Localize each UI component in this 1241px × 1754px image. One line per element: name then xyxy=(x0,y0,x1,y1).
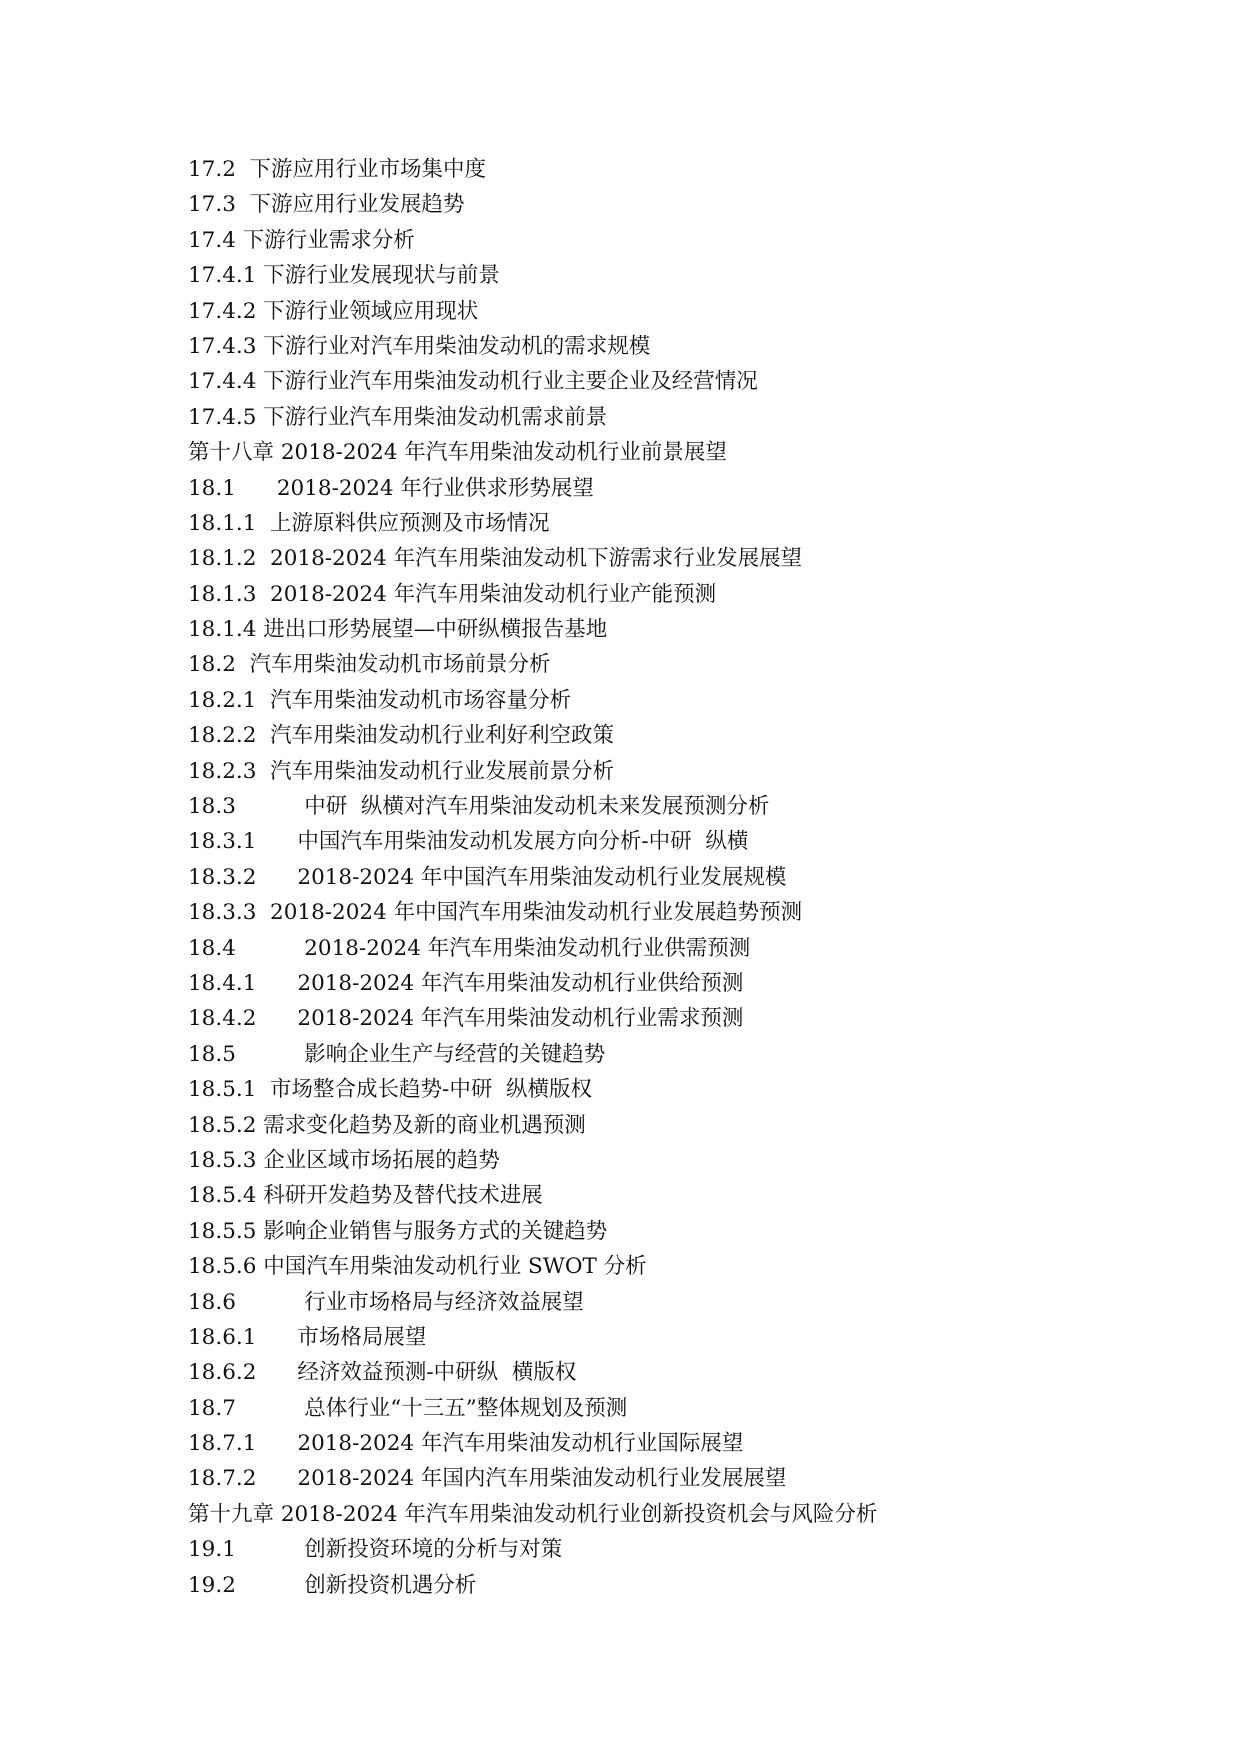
toc-line: 19.2 创新投资机遇分析 xyxy=(188,1572,477,1598)
toc-line: 19.1 创新投资环境的分析与对策 xyxy=(188,1537,563,1563)
toc-line: 18.5.1 市场整合成长趋势-中研 纵横版权 xyxy=(188,1077,592,1103)
toc-line: 18.5 影响企业生产与经营的关键趋势 xyxy=(188,1041,606,1067)
toc-line: 18.2.2 汽车用柴油发动机行业利好利空政策 xyxy=(188,723,615,749)
toc-line: 第十九章 2018-2024 年汽车用柴油发动机行业创新投资机会与风险分析 xyxy=(188,1501,878,1527)
toc-line: 18.6.2 经济效益预测-中研纵 横版权 xyxy=(188,1360,577,1386)
toc-line: 18.1.1 上游原料供应预测及市场情况 xyxy=(188,510,550,536)
toc-line: 18.5.6 中国汽车用柴油发动机行业 SWOT 分析 xyxy=(188,1254,647,1280)
toc-line: 18.5.4 科研开发趋势及替代技术进展 xyxy=(188,1183,543,1209)
toc-line: 18.7.2 2018-2024 年国内汽车用柴油发动机行业发展展望 xyxy=(188,1466,787,1492)
toc-line: 17.4.4 下游行业汽车用柴油发动机行业主要企业及经营情况 xyxy=(188,369,758,395)
toc-line: 18.2 汽车用柴油发动机市场前景分析 xyxy=(188,652,551,678)
toc-line: 第十八章 2018-2024 年汽车用柴油发动机行业前景展望 xyxy=(188,440,727,466)
toc-line: 18.4.2 2018-2024 年汽车用柴油发动机行业需求预测 xyxy=(188,1006,744,1032)
toc-line: 17.4.2 下游行业领域应用现状 xyxy=(188,298,479,324)
toc-line: 18.1 2018-2024 年行业供求形势展望 xyxy=(188,475,594,501)
table-of-contents xyxy=(188,152,1188,1603)
toc-line: 18.7.1 2018-2024 年汽车用柴油发动机行业国际展望 xyxy=(188,1431,744,1457)
toc-line: 18.6 行业市场格局与经济效益展望 xyxy=(188,1289,584,1315)
toc-line: 17.4.1 下游行业发展现状与前景 xyxy=(188,263,500,289)
toc-line: 18.3.3 2018-2024 年中国汽车用柴油发动机行业发展趋势预测 xyxy=(188,900,803,926)
toc-line: 18.5.3 企业区域市场拓展的趋势 xyxy=(188,1147,500,1173)
toc-line: 18.5.2 需求变化趋势及新的商业机遇预测 xyxy=(188,1112,586,1138)
toc-line: 18.1.3 2018-2024 年汽车用柴油发动机行业产能预测 xyxy=(188,581,717,607)
toc-line: 18.7 总体行业“十三五”整体规划及预测 xyxy=(188,1395,628,1421)
toc-line: 18.4 2018-2024 年汽车用柴油发动机行业供需预测 xyxy=(188,935,751,961)
toc-line: 17.3 下游应用行业发展趋势 xyxy=(188,192,465,218)
toc-line: 18.1.2 2018-2024 年汽车用柴油发动机下游需求行业发展展望 xyxy=(188,546,803,572)
toc-line: 18.3 中研 纵横对汽车用柴油发动机未来发展预测分析 xyxy=(188,794,770,820)
toc-line: 18.5.5 影响企业销售与服务方式的关键趋势 xyxy=(188,1218,608,1244)
toc-line: 17.4.5 下游行业汽车用柴油发动机需求前景 xyxy=(188,404,608,430)
toc-line: 18.1.4 进出口形势展望—中研纵横报告基地 xyxy=(188,617,608,643)
toc-line: 18.3.2 2018-2024 年中国汽车用柴油发动机行业发展规模 xyxy=(188,864,787,890)
toc-line: 18.3.1 中国汽车用柴油发动机发展方向分析-中研 纵横 xyxy=(188,829,749,855)
toc-line: 17.4 下游行业需求分析 xyxy=(188,227,415,253)
toc-line: 18.2.1 汽车用柴油发动机市场容量分析 xyxy=(188,687,572,713)
toc-line: 18.2.3 汽车用柴油发动机行业发展前景分析 xyxy=(188,758,615,784)
toc-line: 18.6.1 市场格局展望 xyxy=(188,1324,427,1350)
toc-line: 17.2 下游应用行业市场集中度 xyxy=(188,157,487,182)
toc-line: 18.4.1 2018-2024 年汽车用柴油发动机行业供给预测 xyxy=(188,970,744,996)
toc-line: 17.4.3 下游行业对汽车用柴油发动机的需求规模 xyxy=(188,333,651,359)
